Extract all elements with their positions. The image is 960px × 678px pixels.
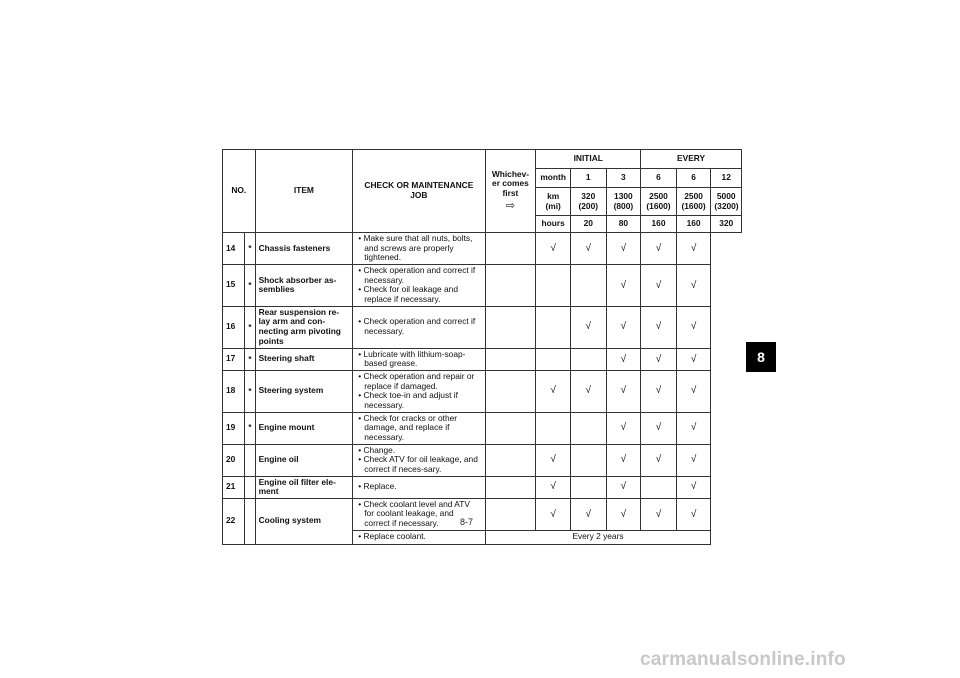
header-hours-value: 20 [570, 216, 606, 233]
row-job [353, 306, 485, 348]
check-mark-cell: √ [606, 444, 641, 476]
header-no: NO. [223, 150, 256, 233]
row-job [353, 348, 485, 370]
check-mark-cell: √ [606, 476, 641, 498]
table-row [223, 348, 742, 370]
empty-cell [570, 476, 606, 498]
job-line: • Check coolant level and ATV for coolant leakage, and correct if necessary. [358, 498, 470, 529]
check-mark-cell: √ [641, 412, 677, 444]
row-number: 17 [223, 348, 245, 370]
table-row [223, 370, 742, 412]
empty-cell [641, 476, 677, 498]
check-mark-cell: √ [641, 233, 677, 265]
row-item: Engine oil filter ele-ment [255, 476, 353, 498]
dealer-mark [245, 444, 255, 476]
header-km-label: km (mi) [536, 188, 571, 216]
check-mark-cell: √ [606, 412, 641, 444]
check-mark-cell: √ [536, 233, 571, 265]
table-row [223, 233, 742, 265]
row-number: 22 [223, 498, 245, 544]
check-mark-cell: √ [536, 370, 571, 412]
table-row [223, 444, 742, 476]
whichever-label: Whichev-er comes first [491, 168, 530, 198]
check-mark-cell: √ [606, 498, 641, 530]
empty-cell [570, 264, 606, 306]
empty-cell [536, 306, 571, 348]
whichever-spacer [485, 348, 536, 370]
dealer-mark: * [245, 233, 255, 265]
empty-cell [536, 264, 571, 306]
table-header [223, 150, 742, 233]
row-item: Cooling system [255, 498, 353, 544]
empty-cell [536, 348, 571, 370]
row-item: Rear suspension re-lay arm and con-necting arm pivoting points [255, 306, 353, 348]
header-job: CHECK OR MAINTENANCE JOB [353, 150, 485, 233]
check-mark-cell: √ [676, 476, 711, 498]
header-hours-label: hours [536, 216, 571, 233]
dealer-mark: * [245, 412, 255, 444]
row-item: Shock absorber as-semblies [255, 264, 353, 306]
check-mark-cell: √ [641, 498, 677, 530]
check-mark-cell: √ [641, 264, 677, 306]
row-item: Steering system [255, 370, 353, 412]
row-item: Engine oil [255, 444, 353, 476]
check-mark-cell: √ [676, 264, 711, 306]
check-mark-cell: √ [536, 498, 571, 530]
empty-cell [570, 444, 606, 476]
job-line: • Replace coolant. [358, 531, 426, 542]
job-line: • Check ATV for oil leakage, and correct if neces-sary. [358, 454, 478, 474]
check-mark-cell: √ [536, 444, 571, 476]
header-whichever [485, 150, 536, 233]
dealer-mark: * [245, 264, 255, 306]
row-job [353, 264, 485, 306]
check-mark-cell: √ [641, 306, 677, 348]
job-line: • Replace. [358, 481, 397, 492]
whichever-spacer [485, 370, 536, 412]
header-km-value: 2500 (1600) [641, 188, 677, 216]
header-hours-value: 160 [641, 216, 677, 233]
dealer-mark [245, 476, 255, 498]
row-item: Engine mount [255, 412, 353, 444]
whichever-spacer [485, 444, 536, 476]
header-hours-value: 320 [711, 216, 742, 233]
empty-cell [570, 348, 606, 370]
row-number: 18 [223, 370, 245, 412]
job-line: • Check for cracks or other damage, and replace if necessary. [358, 412, 458, 442]
row-job [353, 370, 485, 412]
check-mark-cell: √ [676, 498, 711, 530]
whichever-spacer [485, 498, 536, 530]
check-mark-cell: √ [606, 264, 641, 306]
header-item: ITEM [255, 150, 353, 233]
header-km-value: 1300 (800) [606, 188, 641, 216]
table-row [223, 476, 742, 498]
check-mark-cell: √ [676, 370, 711, 412]
row-number: 15 [223, 264, 245, 306]
job-line: • Check for oil leakage and replace if necessary. [358, 284, 459, 304]
header-km-value: 320 (200) [570, 188, 606, 216]
row-job [353, 233, 485, 265]
row-job [353, 530, 485, 544]
empty-cell [536, 412, 571, 444]
check-mark-cell: √ [676, 348, 711, 370]
empty-cell [570, 412, 606, 444]
row-job [353, 444, 485, 476]
check-mark-cell: √ [570, 370, 606, 412]
whichever-spacer [485, 233, 536, 265]
check-mark-cell: √ [676, 412, 711, 444]
whichever-spacer [485, 412, 536, 444]
table-row [223, 306, 742, 348]
chapter-tab: 8 [746, 342, 776, 372]
header-km-value: 2500 (1600) [676, 188, 711, 216]
whichever-spacer [485, 264, 536, 306]
row-job [353, 476, 485, 498]
check-mark-cell: √ [570, 498, 606, 530]
row-job [353, 412, 485, 444]
header-month-value: 6 [676, 169, 711, 188]
whichever-spacer [485, 306, 536, 348]
check-mark-cell: √ [606, 348, 641, 370]
check-mark-cell: √ [570, 306, 606, 348]
job-line: • Make sure that all nuts, bolts, and screws are properly tightened. [358, 233, 473, 263]
header-month-value: 3 [606, 169, 641, 188]
table-row [223, 412, 742, 444]
dealer-mark [245, 498, 255, 544]
job-line: • Check operation and correct if necessary. [358, 316, 476, 337]
header-km-value: 5000 (3200) [711, 188, 742, 216]
whichever-spacer [485, 476, 536, 498]
row-number: 16 [223, 306, 245, 348]
header-initial: INITIAL [536, 150, 641, 169]
job-line: • Lubricate with lithium-soap-based grease. [358, 348, 466, 369]
check-mark-cell: √ [676, 444, 711, 476]
row-number: 14 [223, 233, 245, 265]
header-month-value: 1 [570, 169, 606, 188]
row-number: 20 [223, 444, 245, 476]
header-month-label: month [536, 169, 571, 188]
maintenance-table [222, 149, 742, 545]
row-number: 21 [223, 476, 245, 498]
check-mark-cell: √ [606, 306, 641, 348]
check-mark-cell: √ [641, 348, 677, 370]
dealer-mark: * [245, 348, 255, 370]
check-mark-cell: √ [676, 233, 711, 265]
header-hours-value: 80 [606, 216, 641, 233]
table-row [223, 498, 742, 530]
job-line: • Check operation and correct if necessary. [358, 264, 476, 285]
header-month-value: 12 [711, 169, 742, 188]
check-mark-cell: √ [606, 370, 641, 412]
check-mark-cell: √ [641, 370, 677, 412]
header-every: EVERY [641, 150, 742, 169]
header-month-value: 6 [641, 169, 677, 188]
row-number: 19 [223, 412, 245, 444]
page-number: 8-7 [460, 517, 474, 527]
dealer-mark: * [245, 306, 255, 348]
job-line: • Change. [358, 444, 396, 455]
frequency-cell: Every 2 years [485, 530, 711, 544]
header-hours-value: 160 [676, 216, 711, 233]
check-mark-cell: √ [536, 476, 571, 498]
check-mark-cell: √ [606, 233, 641, 265]
arrow-right-icon: ⇨ [505, 199, 516, 212]
check-mark-cell: √ [676, 306, 711, 348]
table-body [223, 233, 742, 545]
dealer-mark: * [245, 370, 255, 412]
row-item: Chassis fasteners [255, 233, 353, 265]
table-row [223, 264, 742, 306]
row-item: Steering shaft [255, 348, 353, 370]
check-mark-cell: √ [641, 444, 677, 476]
watermark: carmanualsonline.info [640, 649, 846, 670]
check-mark-cell: √ [570, 233, 606, 265]
job-line: • Check operation and repair or replace if damaged. [358, 370, 475, 391]
job-line: • Check toe-in and adjust if necessary. [358, 390, 458, 410]
